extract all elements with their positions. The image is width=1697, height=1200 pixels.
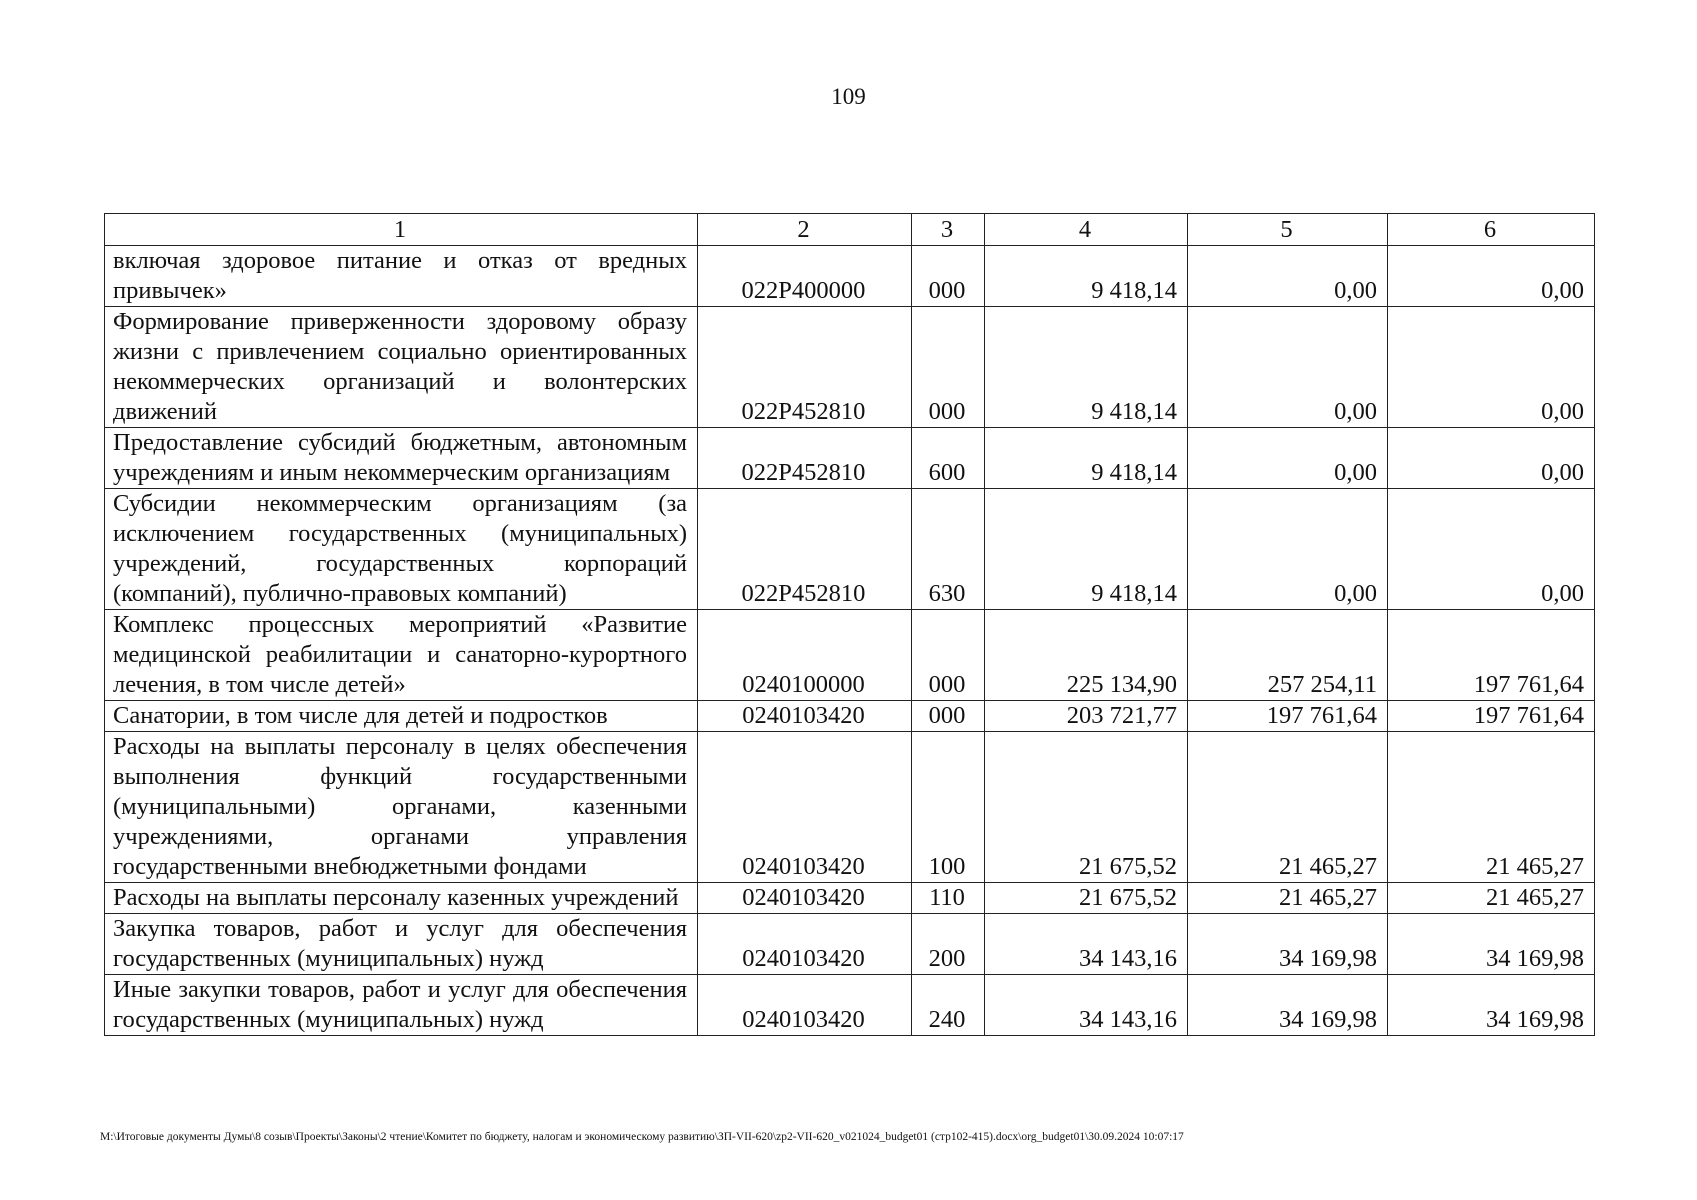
document-path-footer: M:\Итоговые документы Думы\8 созыв\Проекты\Законы\2 чтение\Комитет по бюджету, налогам и экономическому развитию\ЗП-VII-620\zp2-VII-620_v021024_budget01 (стр102-415).docx\org_budget01\30.09.2024 10:07:17 [100,1131,1184,1143]
column-header: 4 [985,214,1188,246]
row-code: 022Р400000 [698,246,912,307]
table-row [105,428,1595,489]
row-expense-type: 000 [912,610,985,701]
row-name: Субсидии некоммерческим организациям (за исключением государственных (муниципальных) учреждений, государственных корпораций (компаний), публично-правовых компаний) [105,489,698,610]
row-value-col6: 197 761,64 [1388,610,1595,701]
row-value-col4: 9 418,14 [985,428,1188,489]
row-name: Формирование приверженности здоровому образу жизни с привлечением социально ориентированных некоммерческих организаций и волонтерских движений [105,307,698,428]
table-row [105,701,1595,732]
column-header: 6 [1388,214,1595,246]
row-code: 022Р452810 [698,428,912,489]
row-value-col6: 197 761,64 [1388,701,1595,732]
table-row [105,246,1595,307]
row-value-col4: 9 418,14 [985,307,1188,428]
row-expense-type: 600 [912,428,985,489]
row-value-col5: 34 169,98 [1188,975,1388,1036]
row-expense-type: 630 [912,489,985,610]
table-row [105,307,1595,428]
row-code: 0240103420 [698,914,912,975]
row-value-col5: 0,00 [1188,428,1388,489]
row-value-col6: 21 465,27 [1388,883,1595,914]
column-header: 1 [105,214,698,246]
page-number: 109 [831,84,866,109]
row-value-col5: 0,00 [1188,489,1388,610]
row-name: включая здоровое питание и отказ от вредных привычек» [105,246,698,307]
row-name: Расходы на выплаты персоналу казенных учреждений [105,883,698,914]
table-header-row [105,214,1595,246]
row-name: Иные закупки товаров, работ и услуг для обеспечения государственных (муниципальных) нужд [105,975,698,1036]
row-expense-type: 000 [912,307,985,428]
row-name: Предоставление субсидий бюджетным, автономным учреждениям и иным некоммерческим организациям [105,428,698,489]
row-value-col5: 21 465,27 [1188,883,1388,914]
table-row [105,914,1595,975]
row-value-col6: 21 465,27 [1388,732,1595,883]
row-name: Закупка товаров, работ и услуг для обеспечения государственных (муниципальных) нужд [105,914,698,975]
row-code: 0240103420 [698,701,912,732]
row-value-col4: 225 134,90 [985,610,1188,701]
row-value-col6: 34 169,98 [1388,975,1595,1036]
row-expense-type: 240 [912,975,985,1036]
table-row [105,975,1595,1036]
row-code: 022Р452810 [698,307,912,428]
row-name: Расходы на выплаты персоналу в целях обеспечения выполнения функций государственными (муниципальными) органами, казенными учреждениями, органами управления государственными внебюджетными фондами [105,732,698,883]
row-code: 022Р452810 [698,489,912,610]
row-value-col6: 0,00 [1388,489,1595,610]
row-value-col4: 34 143,16 [985,914,1188,975]
row-value-col4: 9 418,14 [985,246,1188,307]
row-code: 0240103420 [698,883,912,914]
table-row [105,732,1595,883]
row-value-col5: 257 254,11 [1188,610,1388,701]
budget-table [104,213,1595,1036]
row-expense-type: 000 [912,701,985,732]
row-value-col4: 21 675,52 [985,883,1188,914]
table-row [105,883,1595,914]
row-value-col5: 21 465,27 [1188,732,1388,883]
row-value-col5: 0,00 [1188,246,1388,307]
column-header: 5 [1188,214,1388,246]
row-name: Санатории, в том числе для детей и подростков [105,701,698,732]
row-expense-type: 000 [912,246,985,307]
row-value-col6: 0,00 [1388,246,1595,307]
row-value-col5: 197 761,64 [1188,701,1388,732]
row-value-col6: 0,00 [1388,307,1595,428]
row-value-col4: 21 675,52 [985,732,1188,883]
row-value-col4: 203 721,77 [985,701,1188,732]
table-row [105,610,1595,701]
row-expense-type: 110 [912,883,985,914]
row-value-col5: 34 169,98 [1188,914,1388,975]
row-value-col5: 0,00 [1188,307,1388,428]
row-value-col4: 34 143,16 [985,975,1188,1036]
row-expense-type: 100 [912,732,985,883]
row-value-col6: 0,00 [1388,428,1595,489]
row-expense-type: 200 [912,914,985,975]
row-name: Комплекс процессных мероприятий «Развитие медицинской реабилитации и санаторно-курортного лечения, в том числе детей» [105,610,698,701]
column-header: 2 [698,214,912,246]
table-row [105,489,1595,610]
row-code: 0240103420 [698,732,912,883]
column-header: 3 [912,214,985,246]
row-code: 0240103420 [698,975,912,1036]
row-code: 0240100000 [698,610,912,701]
row-value-col4: 9 418,14 [985,489,1188,610]
row-value-col6: 34 169,98 [1388,914,1595,975]
